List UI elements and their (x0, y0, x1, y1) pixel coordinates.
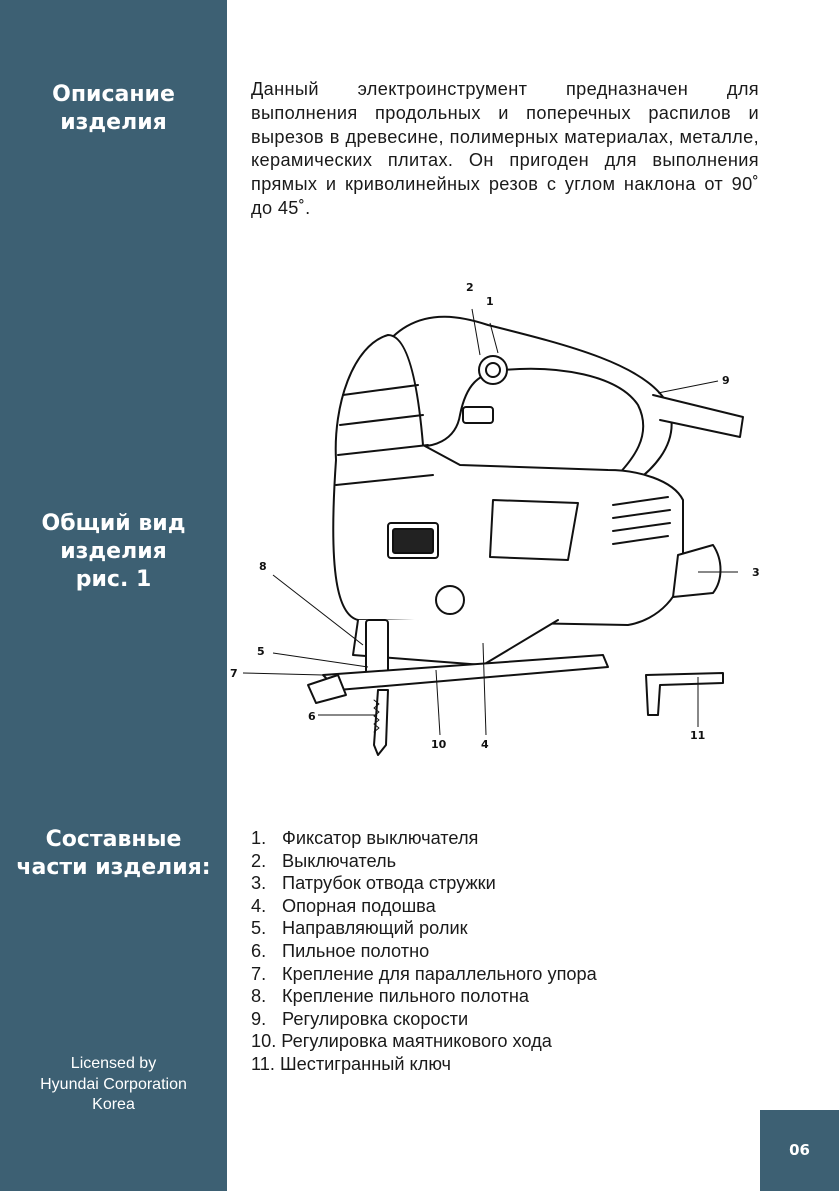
parts-item-label: Патрубок отвода стружки (282, 873, 496, 894)
parts-item-label: Шестигранный ключ (279, 1053, 452, 1074)
parts-item-label: Фиксатор выключателя (282, 828, 479, 848)
parts-list-item (251, 985, 731, 1008)
parts-list-item (251, 850, 731, 873)
parts-list-item (251, 872, 731, 895)
parts-list-item (251, 963, 731, 986)
callout-3: 3 (752, 566, 760, 579)
license-note: Licensed by Hyundai Corporation Korea (40, 1055, 187, 1113)
parts-item-number: 10. (251, 1031, 277, 1052)
parts-list-item (251, 917, 731, 940)
description-paragraph: Данный электроинструмент предназначен для выполнения продольных и поперечных распилов и вырезов в древесине, полимерных материалах, металле, керамических плитах. Он пригоден для выполнения прямых и криволинейных резов с углом наклона от 90˚ до 45˚. (251, 79, 759, 218)
parts-list-item (251, 895, 731, 918)
parts-list-item (251, 1030, 731, 1053)
sidebar (0, 0, 227, 1191)
parts-item-number: 4. (251, 895, 267, 916)
callout-6: 6 (308, 710, 316, 723)
jigsaw-figure (228, 275, 788, 760)
parts-item-label: Направляющий ролик (282, 918, 468, 939)
parts-item-number: 3. (251, 873, 267, 894)
general-view-heading: Общий вид изделия рис. 1 (41, 511, 186, 592)
parts-item-number: 5. (251, 918, 267, 939)
parts-item-label: Пильное полотно (282, 940, 430, 961)
callout-11: 11 (690, 729, 706, 742)
callout-7: 7 (230, 667, 238, 680)
parts-list-item (251, 827, 731, 850)
callout-9: 9 (722, 374, 730, 387)
page-number: 06 (760, 1110, 839, 1191)
parts-list-item (251, 1053, 731, 1076)
parts-heading: Составные части изделия: (16, 827, 211, 880)
hex-key-drawing (646, 673, 723, 715)
parts-item-number: 1. (251, 828, 267, 848)
parts-item-label: Крепление для параллельного упора (282, 963, 597, 984)
parts-item-number: 6. (251, 940, 267, 961)
parts-item-number: 2. (251, 850, 267, 871)
callout-2: 2 (466, 281, 474, 294)
parts-item-label: Крепление пильного полотна (282, 986, 530, 1007)
parts-item-label: Выключатель (282, 850, 397, 871)
jigsaw-drawing (308, 317, 743, 755)
parts-list-item (251, 940, 731, 963)
parts-item-number: 11. (251, 1053, 275, 1074)
parts-list-item (251, 1008, 731, 1031)
callout-1: 1 (486, 295, 494, 308)
parts-list (251, 827, 731, 1076)
parts-item-number: 9. (251, 1008, 267, 1029)
callout-4: 4 (481, 738, 489, 751)
parts-item-label: Регулировка маятникового хода (281, 1031, 552, 1052)
parts-item-number: 8. (251, 986, 267, 1007)
parts-item-label: Опорная подошва (282, 895, 436, 916)
callout-5: 5 (257, 645, 265, 658)
description-heading: Описание изделия (52, 82, 175, 135)
callout-8: 8 (259, 560, 267, 573)
callout-10: 10 (431, 738, 447, 751)
parts-item-number: 7. (251, 963, 267, 984)
parts-item-label: Регулировка скорости (282, 1008, 469, 1029)
